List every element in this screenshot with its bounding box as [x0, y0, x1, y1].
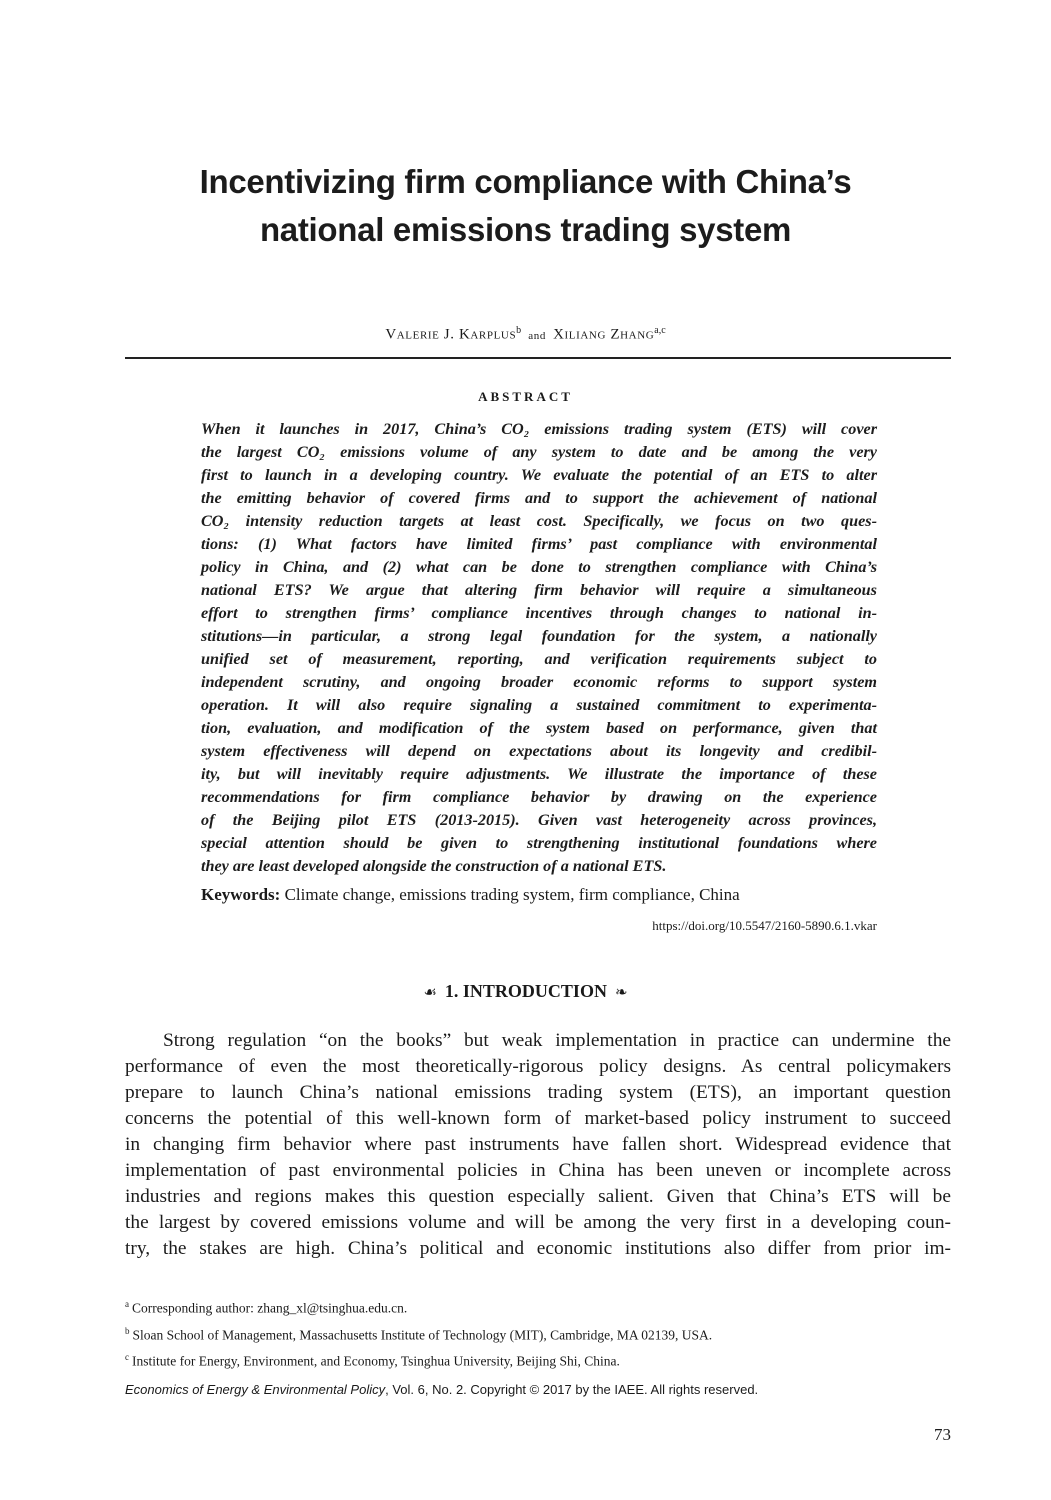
body-line: in changing firm behavior where past instruments have fallen short. Widespread evidence that [125, 1134, 951, 1155]
author-zhang-affiliation: a,c [654, 325, 666, 336]
doi-link[interactable]: https://doi.org/10.5547/2160-5890.6.1.vkar [652, 918, 877, 933]
footnote [125, 1346, 951, 1373]
intro-paragraph [125, 1028, 951, 1262]
title-line-2: national emissions trading system [259, 211, 792, 248]
abstract-line: the emitting behavior of covered firms and to support the achievement of national [201, 489, 877, 507]
abstract-line: special attention should be given to strengthening institutional foundations where [201, 834, 877, 852]
footnote [125, 1293, 951, 1320]
abstract-line: the largest CO₂ emissions volume of any system to date and be among the very [201, 443, 877, 461]
abstract-line: independent scrutiny, and ongoing broader economic reforms to support system [201, 673, 877, 691]
body-line: industries and regions makes this question especially salient. Given that China’s ETS will be [125, 1186, 951, 1207]
body-line: Strong regulation “on the books” but weak implementation in practice can undermine the [163, 1030, 951, 1051]
author-karplus: Valerie J. Karplus [385, 326, 517, 343]
body-line: prepare to launch China’s national emissions trading system (ETS), an important question [125, 1082, 951, 1103]
body-line: concerns the potential of this well-known form of market-based policy instrument to succeed [125, 1108, 951, 1129]
author-zhang: Xiliang Zhang [553, 326, 655, 343]
body-line: performance of even the most theoretically-rigorous policy designs. As central policymakers [125, 1056, 951, 1077]
abstract-line: first to launch in a developing country. We evaluate the potential of an ETS to alter [201, 466, 877, 484]
abstract-line: tion, evaluation, and modification of the system based on performance, given that [201, 719, 877, 737]
fleuron-right-icon: ❧ [614, 985, 628, 1001]
abstract-line: national ETS? We argue that altering firm behavior will require a simultaneous [201, 581, 877, 599]
abstract-line: recommendations for firm compliance behavior by drawing on the experience [201, 788, 877, 806]
keywords-label: Keywords: [201, 885, 281, 904]
abstract-line: stitutions—in particular, a strong legal foundation for the system, a nationally [201, 627, 877, 645]
journal-name: Economics of Energy & Environmental Policy [125, 1382, 386, 1397]
abstract-line: effort to strengthen firms’ compliance incentives through changes to national in- [201, 604, 877, 622]
section-heading [0, 981, 1051, 1002]
abstract-line: tions: (1) What factors have limited firms’ past compliance with environmental [201, 535, 877, 553]
keywords [201, 885, 901, 905]
abstract-line: ity, but will inevitably require adjustments. We illustrate the importance of these [201, 765, 877, 783]
footnote-text: Corresponding author: zhang_xl@tsinghua.edu.cn. [132, 1300, 408, 1316]
author-line [0, 325, 1051, 344]
footnote-text: Institute for Energy, Environment, and Economy, Tsinghua University, Beijing Shi, China. [132, 1353, 620, 1369]
abstract-line: When it launches in 2017, China’s CO₂ emissions trading system (ETS) will cover [201, 420, 877, 438]
footnote-text: Sloan School of Management, Massachusetts Institute of Technology (MIT), Cambridge, MA 02139, USA. [132, 1327, 713, 1342]
footnote-mark: c [125, 1352, 129, 1362]
page-number: 73 [934, 1425, 951, 1444]
abstract-line: CO₂ intensity reduction targets at least cost. Specifically, we focus on two ques- [201, 512, 877, 530]
fleuron-left-icon: ☙ [423, 985, 437, 1001]
section-title: 1. INTRODUCTION [444, 981, 607, 1001]
abstract-heading: ABSTRACT [478, 389, 573, 404]
header-divider [125, 357, 951, 359]
abstract-line: system effectiveness will depend on expectations about its longevity and credibil- [201, 742, 877, 760]
footnote [125, 1320, 951, 1347]
journal-details: , Vol. 6, No. 2. Copyright © 2017 by the IAEE. All rights reserved. [385, 1382, 759, 1397]
footnote-mark: a [125, 1299, 129, 1309]
title-line-1: Incentivizing firm compliance with China’s [199, 163, 852, 200]
abstract-body [201, 418, 877, 878]
author-conjunction: and [528, 329, 546, 342]
body-line: try, the stakes are high. China’s political and economic institutions also differ from prior im- [125, 1238, 951, 1259]
abstract-line: of the Beijing pilot ETS (2013-2015). Given vast heterogeneity across provinces, [201, 811, 877, 829]
abstract-line: unified set of measurement, reporting, and verification requirements subject to [201, 650, 877, 668]
body-line: implementation of past environmental policies in China has been uneven or incomplete across [125, 1160, 951, 1181]
author-karplus-affiliation: b [516, 325, 522, 336]
abstract-line: policy in China, and (2) what can be done to strengthen compliance with China’s [201, 558, 877, 576]
abstract-line: they are least developed alongside the construction of a national ETS. [201, 857, 667, 875]
body-line: the largest by covered emissions volume and will be among the very first in a developing coun- [125, 1212, 951, 1233]
paper-title [0, 158, 1051, 254]
footnotes [125, 1293, 951, 1373]
journal-citation [125, 1382, 951, 1397]
footnote-mark: b [125, 1325, 130, 1336]
keywords-text: Climate change, emissions trading system, firm compliance, China [284, 885, 740, 904]
abstract-line: operation. It will also require signaling a sustained commitment to experimenta- [201, 696, 877, 714]
